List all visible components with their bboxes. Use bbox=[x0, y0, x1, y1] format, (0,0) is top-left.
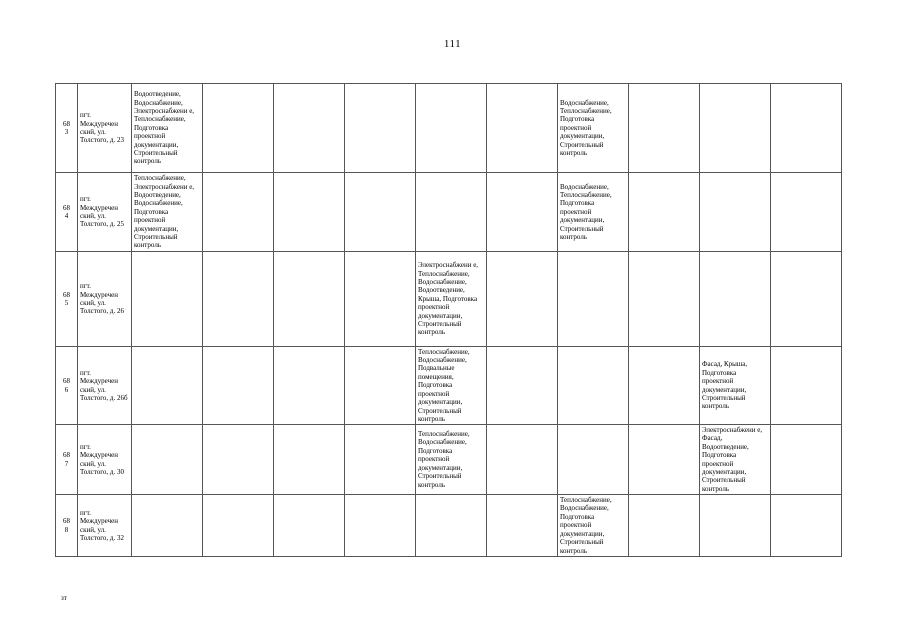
work-cell bbox=[345, 425, 416, 495]
work-cell bbox=[203, 84, 274, 173]
work-cell bbox=[487, 84, 558, 173]
table-row bbox=[56, 347, 842, 425]
work-cell: Водоснабжение, Теплоснабжение, Подготовка проектной документации, Строительный контроль bbox=[558, 84, 629, 173]
row-number: 68 3 bbox=[56, 84, 78, 173]
row-number: 68 5 bbox=[56, 252, 78, 347]
work-cell bbox=[203, 347, 274, 425]
table-row bbox=[56, 425, 842, 495]
work-cell bbox=[132, 495, 203, 557]
work-cell bbox=[771, 495, 842, 557]
table-row bbox=[56, 252, 842, 347]
work-cell: Фасад, Крыша, Подготовка проектной документации, Строительный контроль bbox=[700, 347, 771, 425]
work-cell bbox=[345, 347, 416, 425]
address-cell: пгт. Междуречен ский, ул. Толстого, д. 30 bbox=[78, 425, 132, 495]
work-cell bbox=[629, 347, 700, 425]
work-cell bbox=[558, 347, 629, 425]
work-cell: Теплоснабжение, Электроснабжени е, Водоотведение, Водоснабжение, Подготовка проектной документации, Строительный контроль bbox=[132, 173, 203, 252]
footer-mark: зт bbox=[61, 594, 67, 602]
work-cell bbox=[487, 173, 558, 252]
work-cell bbox=[416, 495, 487, 557]
work-cell bbox=[700, 84, 771, 173]
work-cell bbox=[771, 252, 842, 347]
work-cell bbox=[558, 252, 629, 347]
row-number: 68 6 bbox=[56, 347, 78, 425]
work-cell: Водоотведение, Водоснабжение, Электроснабжени е, Теплоснабжение, Подготовка проектной документации, Строительный контроль bbox=[132, 84, 203, 173]
address-cell: пгт. Междуречен ский, ул. Толстого, д. 23 bbox=[78, 84, 132, 173]
row-number: 68 7 bbox=[56, 425, 78, 495]
work-cell bbox=[629, 173, 700, 252]
work-cell bbox=[629, 425, 700, 495]
work-cell bbox=[771, 425, 842, 495]
work-cell: Электроснабжени е, Фасад, Водоотведение, Подготовка проектной документации, Строительный контроль bbox=[700, 425, 771, 495]
work-cell bbox=[487, 347, 558, 425]
work-cell: Электроснабжени е, Теплоснабжение, Водоснабжение, Водоотведение, Крыша, Подготовка проектной документации, Строительный контроль bbox=[416, 252, 487, 347]
work-cell bbox=[700, 495, 771, 557]
address-cell: пгт. Междуречен ский, ул. Толстого, д. 26б bbox=[78, 347, 132, 425]
work-cell bbox=[487, 495, 558, 557]
row-number: 68 4 bbox=[56, 173, 78, 252]
table-row bbox=[56, 495, 842, 557]
work-cell: Водоснабжение, Теплоснабжение, Подготовка проектной документации, Строительный контроль bbox=[558, 173, 629, 252]
address-cell: пгт. Междуречен ский, ул. Толстого, д. 25 bbox=[78, 173, 132, 252]
work-cell bbox=[345, 173, 416, 252]
work-cell bbox=[771, 84, 842, 173]
work-cell bbox=[700, 252, 771, 347]
work-cell bbox=[274, 173, 345, 252]
work-cell bbox=[558, 425, 629, 495]
work-cell bbox=[132, 425, 203, 495]
work-cell bbox=[771, 173, 842, 252]
work-cell bbox=[274, 425, 345, 495]
work-cell bbox=[274, 84, 345, 173]
table-row bbox=[56, 84, 842, 173]
work-cell bbox=[203, 252, 274, 347]
row-number: 68 8 bbox=[56, 495, 78, 557]
work-cell: Теплоснабжение, Водоснабжение, Подготовка проектной документации, Строительный контроль bbox=[416, 425, 487, 495]
work-cell bbox=[274, 347, 345, 425]
work-cell bbox=[700, 173, 771, 252]
work-cell: Теплоснабжение, Водоснабжение, Подготовка проектной документации, Строительный контроль bbox=[558, 495, 629, 557]
work-cell bbox=[203, 495, 274, 557]
page-number: 111 bbox=[443, 38, 462, 50]
address-cell: пгт. Междуречен ский, ул. Толстого, д. 26 bbox=[78, 252, 132, 347]
work-cell bbox=[416, 84, 487, 173]
work-cell bbox=[132, 252, 203, 347]
work-cell bbox=[345, 252, 416, 347]
work-cell bbox=[629, 495, 700, 557]
table-row bbox=[56, 173, 842, 252]
work-cell bbox=[274, 495, 345, 557]
work-cell bbox=[203, 173, 274, 252]
work-cell bbox=[629, 84, 700, 173]
work-cell bbox=[487, 425, 558, 495]
work-cell bbox=[345, 84, 416, 173]
work-cell bbox=[771, 347, 842, 425]
work-cell bbox=[629, 252, 700, 347]
address-cell: пгт. Междуречен ский, ул. Толстого, д. 32 bbox=[78, 495, 132, 557]
work-cell bbox=[132, 347, 203, 425]
work-cell bbox=[416, 173, 487, 252]
work-cell: Теплоснабжение, Водоснабжение, Подвальные помещения, Подготовка проектной документации, Строительный контроль bbox=[416, 347, 487, 425]
work-cell bbox=[203, 425, 274, 495]
work-cell bbox=[487, 252, 558, 347]
work-cell bbox=[274, 252, 345, 347]
work-cell bbox=[345, 495, 416, 557]
works-table bbox=[55, 83, 842, 557]
